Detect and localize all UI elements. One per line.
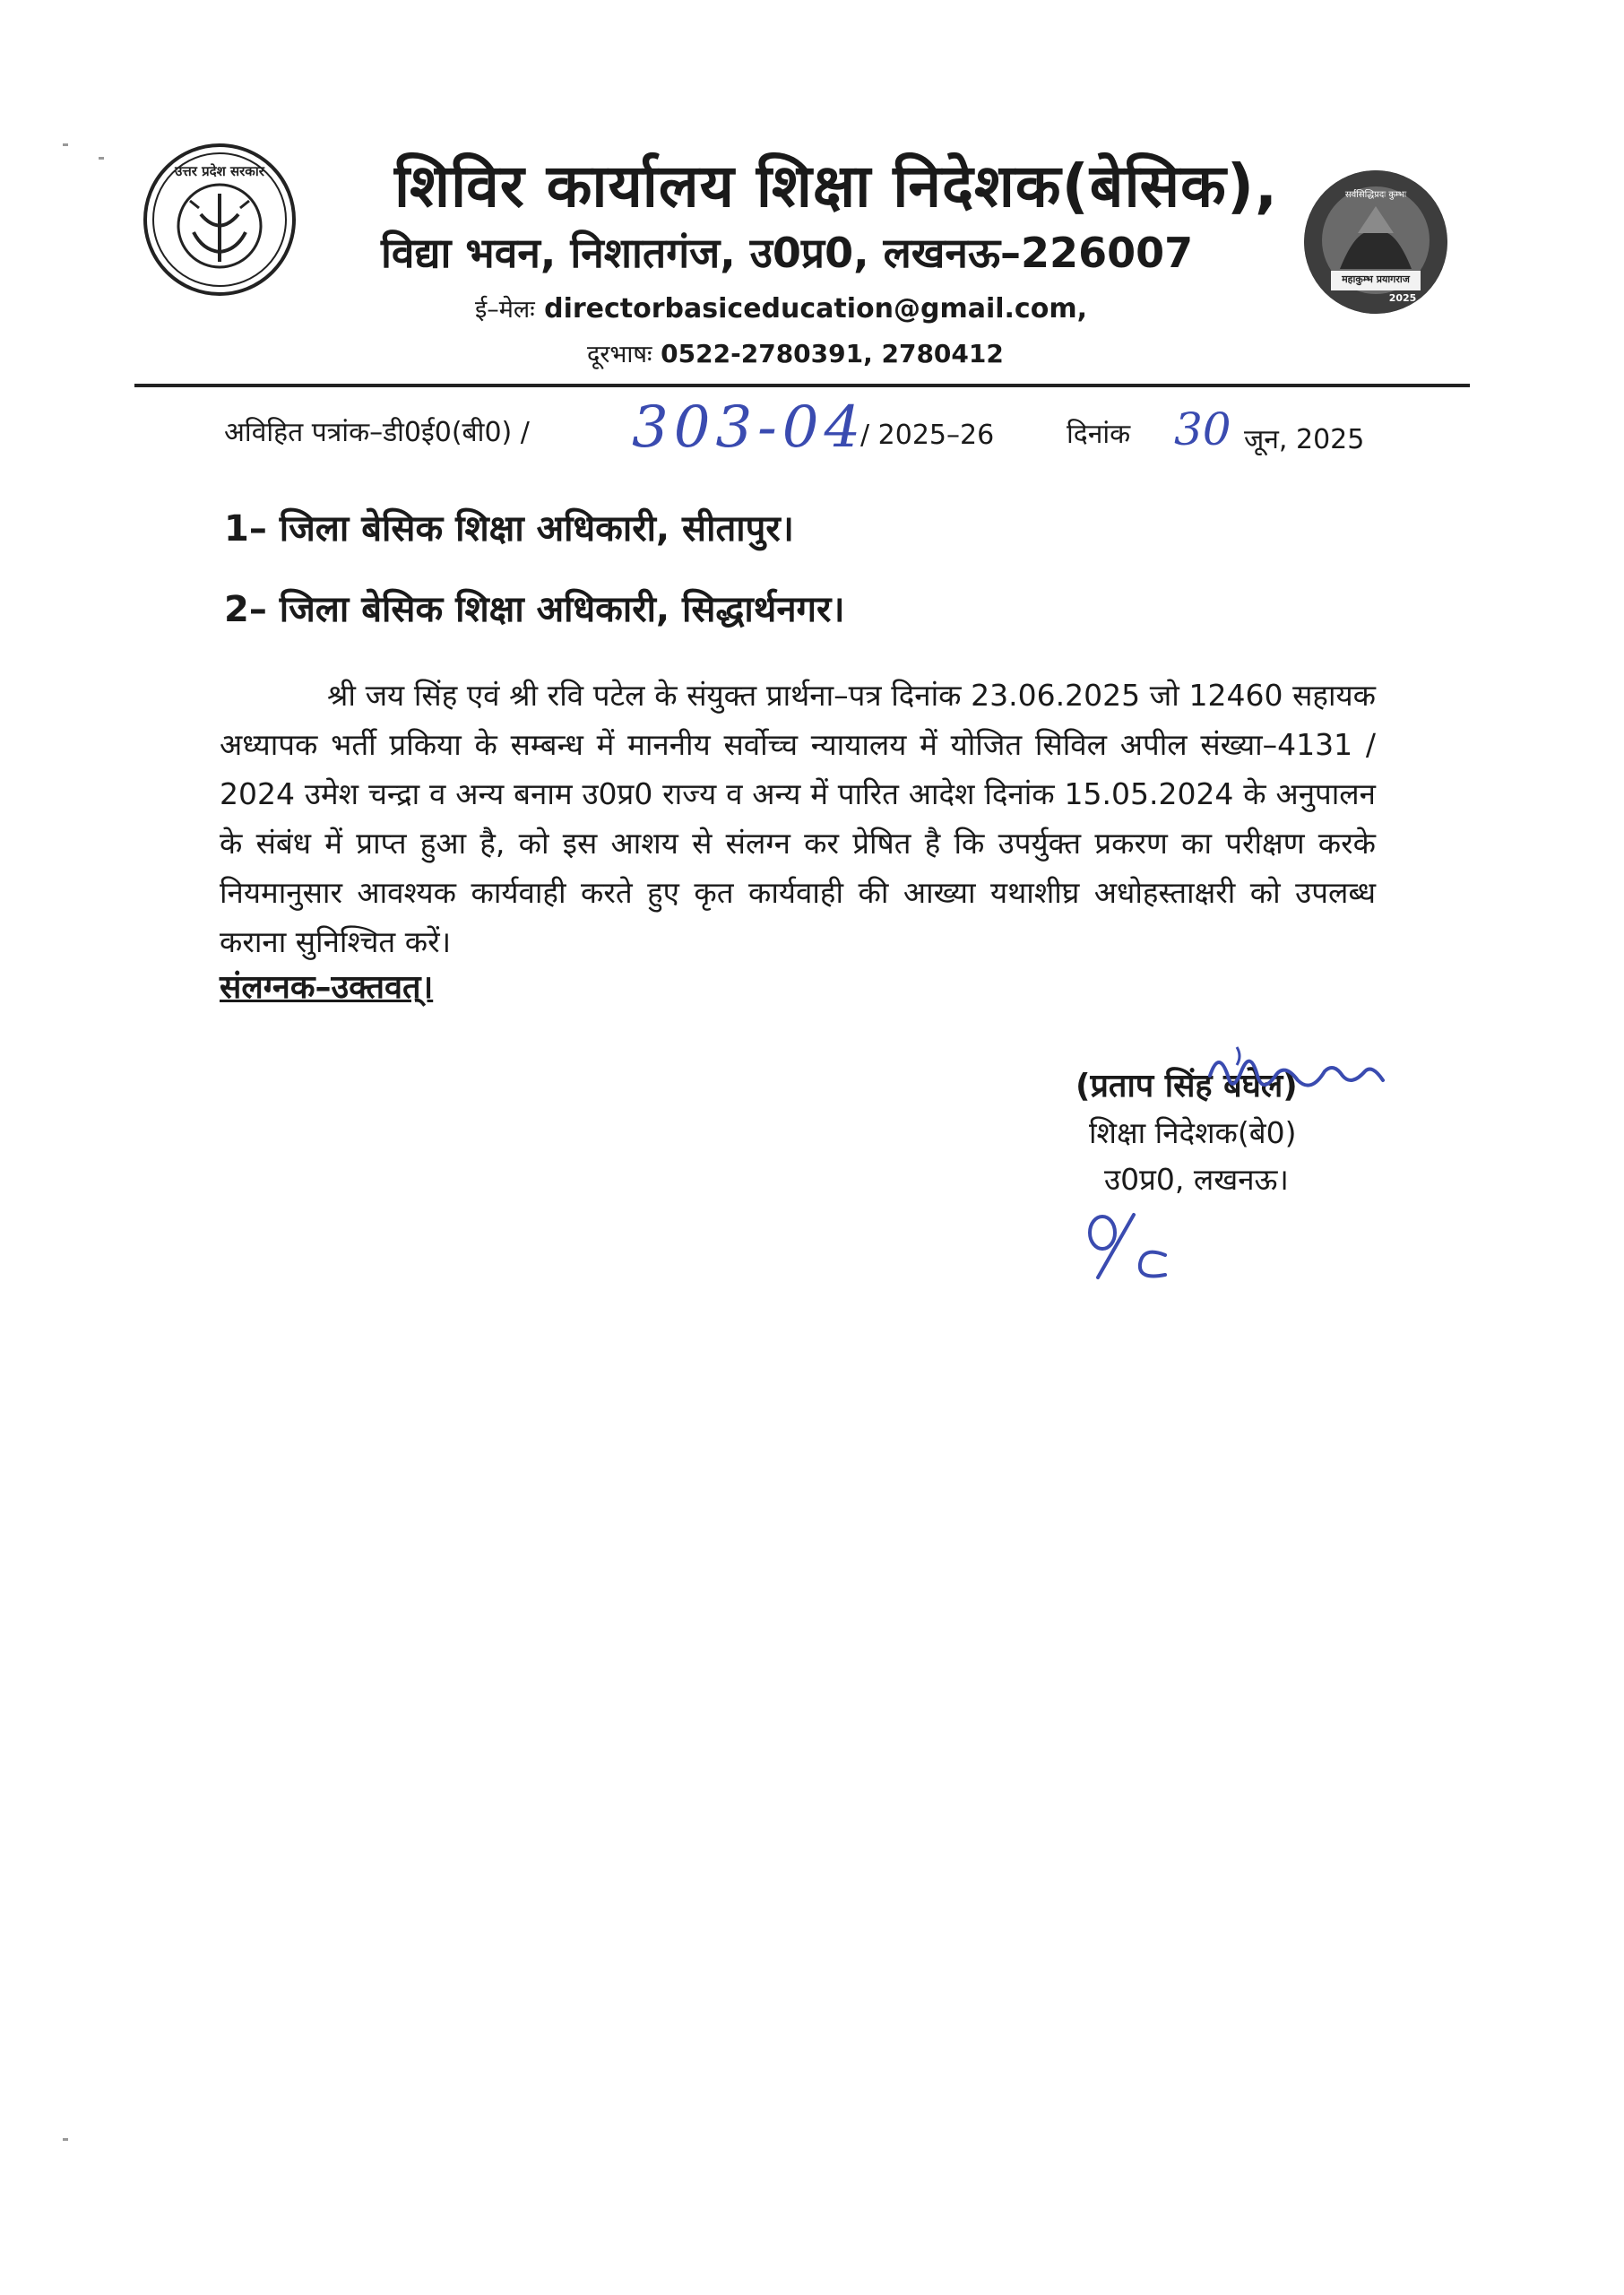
mahakumbh-logo bbox=[1304, 170, 1447, 314]
email-line bbox=[475, 291, 1087, 325]
phone-label: दूरभाषः bbox=[587, 341, 652, 368]
phone-number: 0522-2780391, 2780412 bbox=[661, 339, 1004, 368]
handwritten-reference-number: 303-04 bbox=[632, 394, 867, 461]
date-label: दिनांक bbox=[1067, 419, 1131, 450]
up-government-emblem bbox=[143, 143, 296, 296]
phone-line bbox=[587, 336, 1004, 369]
signatory-name: (प्रताप सिंह बघेल) bbox=[1075, 1068, 1298, 1104]
date-month-year: जून, 2025 bbox=[1244, 424, 1365, 455]
email-label: ई–मेलः bbox=[475, 296, 535, 324]
signatory-location: उ0प्र0, लखनऊ। bbox=[1104, 1162, 1289, 1197]
logo-bottom-text: महाकुम्भ प्रयागराज bbox=[1342, 273, 1410, 285]
email-address: directorbasiceducation@gmail.com, bbox=[544, 293, 1087, 325]
enclosure-note: संलग्नक–उक्तवत्। bbox=[220, 969, 434, 1006]
header-divider bbox=[134, 384, 1470, 387]
handwritten-initials-oc bbox=[1080, 1206, 1179, 1286]
logo-top-text: सर्वसिद्धिप्रदः कुम्भः bbox=[1344, 190, 1407, 200]
scan-speck bbox=[63, 143, 68, 146]
recipient-2: 2– जिला बेसिक शिक्षा अधिकारी, सिद्धार्थनगर। bbox=[224, 589, 845, 630]
scan-speck bbox=[99, 157, 104, 160]
letter-body: श्री जय सिंह एवं श्री रवि पटेल के संयुक्त प्रार्थना–पत्र दिनांक 23.06.2025 जो 12460 सहायक अध्यापक भर्ती प्रकिया के सम्बन्ध में माननीय सर्वोच्च न्यायालय में योजित सिविल अपील संख्या–4131 / 2024 उमेश चन्द्रा व अन्य बनाम उ0प्र0 राज्य व अन्य में पारित आदेश दिनांक 15.05.2024 के अनुपालन के संबंध में प्राप्त हुआ है, को इस आशय से संलग्न कर प्रेषित है कि उपर्युक्त प्रकरण का परीक्षण करके नियमानुसार आवश्यक कार्यवाही करते हुए कृत कार्यवाही की आख्या यथाशीघ्र अधोहस्ताक्षरी को उपलब्ध कराना सुनिश्चित करें। bbox=[220, 678, 1376, 959]
emblem-left-text: उत्तर प्रदेश सरकार bbox=[175, 163, 264, 179]
handwritten-signature bbox=[1201, 1040, 1398, 1121]
office-address: विद्या भवन, निशातगंज, उ0प्र0, लखनऊ–226007 bbox=[381, 229, 1194, 277]
logo-year: 2025 bbox=[1388, 292, 1417, 304]
scan-speck bbox=[63, 2138, 68, 2141]
handwritten-date-day: 30 bbox=[1174, 403, 1231, 455]
reference-prefix: अविहित पत्रांक–डी0ई0(बी0) / bbox=[224, 417, 530, 448]
recipient-1: 1– जिला बेसिक शिक्षा अधिकारी, सीतापुर। bbox=[224, 508, 794, 550]
office-title: शिविर कार्यालय शिक्षा निदेशक(बेसिक), bbox=[394, 152, 1279, 221]
reference-suffix: / 2025–26 bbox=[860, 420, 995, 451]
signatory-designation: शिक्षा निदेशक(बे0) bbox=[1089, 1115, 1297, 1150]
